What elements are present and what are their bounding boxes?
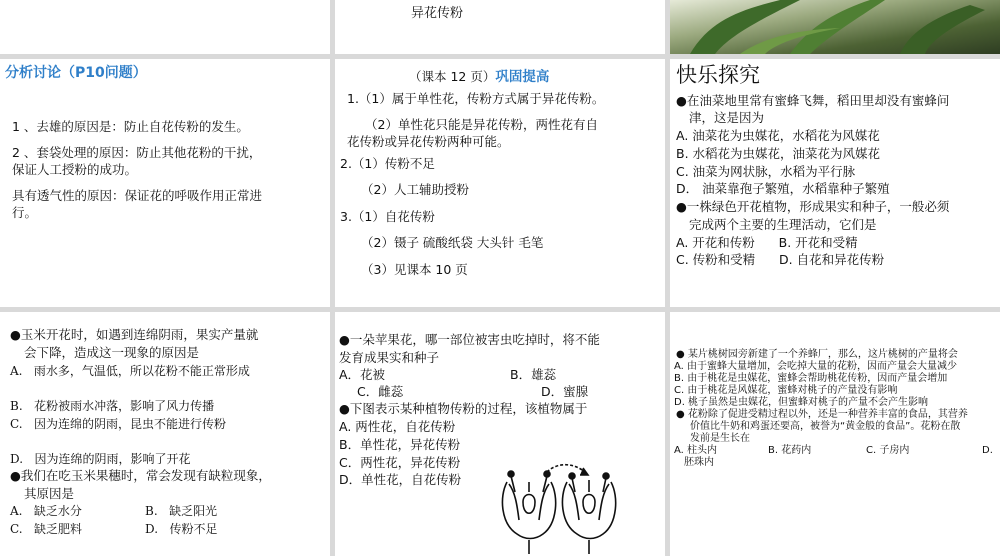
analysis-line-1: 1 、去雄的原因是：防止自花传粉的发生。 [12,119,249,134]
analysis-line-3a: 具有透气性的原因：保证花的呼吸作用正常进 [12,188,263,203]
answer-3-3: （3）见课本 10 页 [361,262,468,277]
corn-q2-option-a: A. 缺乏水分 [10,504,82,518]
top-center-title: 异花传粉 [411,6,464,21]
analysis-panel [0,59,330,307]
corn-panel [0,312,330,556]
explore-q2-options-ab: A. 开花和传粉 B. 开花和受精 [676,235,858,250]
answer-2-2: （2）人工辅助授粉 [361,182,469,197]
peach-panel [670,312,1000,556]
peach-q2-option-b: B. 花药内 [768,445,812,456]
analysis-title: 分析讨论（P10问题） [5,65,147,81]
apple-q2-option-d: D．单性花，自花传粉 [339,472,462,487]
explore-panel [670,59,1000,307]
peach-q2c: 发前是生长在 [690,433,750,444]
answer-3-1: 3.（1）自花传粉 [340,209,435,224]
explore-q2-options-cd: C. 传粉和受精 D. 自花和异花传粉 [676,252,885,267]
apple-q1-option-c: C．雌蕊 [357,384,404,399]
plant-photo [670,0,1000,54]
corn-q1-option-a: A. 雨水多，气温低，所以花粉不能正常形成 [10,364,250,378]
apple-q2-option-a: A. 两性花，自花传粉 [339,419,456,434]
analysis-line-2b: 保证人工授粉的成功。 [12,162,138,177]
corn-q2-option-c: C. 缺乏肥料 [10,522,83,536]
top-center-panel [335,0,665,54]
peach-q2b: 价值比牛奶和鸡蛋还要高，被誉为“黄金般的食品”。花粉在散 [690,421,961,432]
apple-q1b: 发育成果实和种子 [339,350,440,365]
peach-q1-option-a: A. 由于蜜蜂大量增加，会吃掉大量的花粉，因而产量会大量减少 [674,361,958,372]
peach-q1-option-d: D. 桃子虽然是虫媒花，但蜜蜂对桃子的产量不会产生影响 [674,397,929,408]
answer-3-2: （2）镊子 硫酸纸袋 大头针 毛笔 [361,235,544,250]
consolidation-heading-bold: 巩固提高 [495,69,550,85]
top-right-photo [670,0,1000,54]
apple-q1-option-b: B．雄蕊 [510,367,557,382]
peach-q1-option-c: C. 由于桃花是风媒花，蜜蜂对桃子的产量没有影响 [674,385,898,396]
explore-q1-option-a: A. 油菜花为虫媒花，水稻花为风媒花 [676,128,880,143]
apple-q2-option-c: C．两性花，异花传粉 [339,455,461,470]
explore-q1-option-c: C. 油菜为网状脉，水稻为平行脉 [676,164,856,179]
top-left-panel [0,0,330,54]
apple-panel [335,312,665,556]
corn-q1-option-c: C. 因为连绵的阴雨，昆虫不能进行传粉 [10,417,227,431]
peach-q2-option-a: A. 柱头内 [674,445,718,456]
apple-q1-option-a: A．花被 [339,367,386,382]
pollination-diagram [495,462,625,554]
consolidation-panel [335,59,665,307]
explore-q2b: 完成两个主要的生理活动，它们是 [689,217,877,232]
corn-q2a: ●我们在吃玉米果穗时，常会发现有缺粒现象， [10,468,271,483]
corn-q2-option-b: B. 缺乏阳光 [145,504,218,518]
corn-q2b: 其原因是 [24,486,75,501]
explore-q1-option-b: B. 水稻花为虫媒花，油菜花为风媒花 [676,146,881,161]
corn-q2-option-d: D. 传粉不足 [145,522,218,536]
corn-q1-option-d: D. 因为连绵的阴雨，影响了开花 [10,452,191,466]
corn-q1a: ●玉米开花时，如遇到连绵阴雨，果实产量就 [10,327,259,342]
answer-1-1: 1.（1）属于单性花，传粉方式属于异花传粉。 [347,91,605,106]
apple-q2: ●下图表示某种植物传粉的过程，该植物属于 [339,401,588,416]
explore-q1b: 津，这是因为 [689,110,765,125]
corn-q1-option-b: B. 花粉被雨水冲落，影响了风力传播 [10,399,215,413]
apple-q1-option-d: D．蜜腺 [541,384,589,399]
apple-q1a: ●一朵苹果花，哪一部位被害虫吃掉时，将不能 [339,332,600,347]
explore-q1a: ●在油菜地里常有蜜蜂飞舞，稻田里却没有蜜蜂问 [676,93,950,108]
peach-q1: ● 某片桃树园旁新建了一个养蜂厂，那么，这片桃树的产量将会 [676,349,958,360]
answer-1-2b: 花传粉或异花传粉两种可能。 [347,134,510,149]
apple-q2-option-b: B．单性花，异花传粉 [339,437,461,452]
consolidation-heading [409,69,549,85]
explore-q1-option-d: D． 油菜靠孢子繁殖，水稻靠种子繁殖 [676,181,890,196]
explore-q2a: ●一株绿色开花植物，形成果实和种子，一般必须 [676,199,950,214]
peach-q2-option-d: D. [982,445,993,456]
corn-q1b: 会下降，造成这一现象的原因是 [24,345,200,360]
peach-q2-option-c: C. 子房内 [866,445,910,456]
peach-q2a: ● 花粉除了促进受精过程以外，还是一种营养丰富的食品，其营养 [676,409,968,420]
consolidation-heading-prefix: （课本 12 页） [409,69,496,84]
analysis-line-3b: 行。 [12,205,38,220]
analysis-line-2a: 2 、套袋处理的原因：防止其他花粉的干扰， [12,145,262,160]
peach-q2-option-d-text: 胚珠内 [684,457,714,468]
peach-q1-option-b: B. 由于桃花是虫媒花，蜜蜂会帮助桃花传粉，因而产量会增加 [674,373,948,384]
answer-2-1: 2.（1）传粉不足 [340,156,435,171]
explore-title: 快乐探究 [676,63,760,87]
answer-1-2a: （2）单性花只能是异花传粉，两性花有自 [365,117,598,132]
